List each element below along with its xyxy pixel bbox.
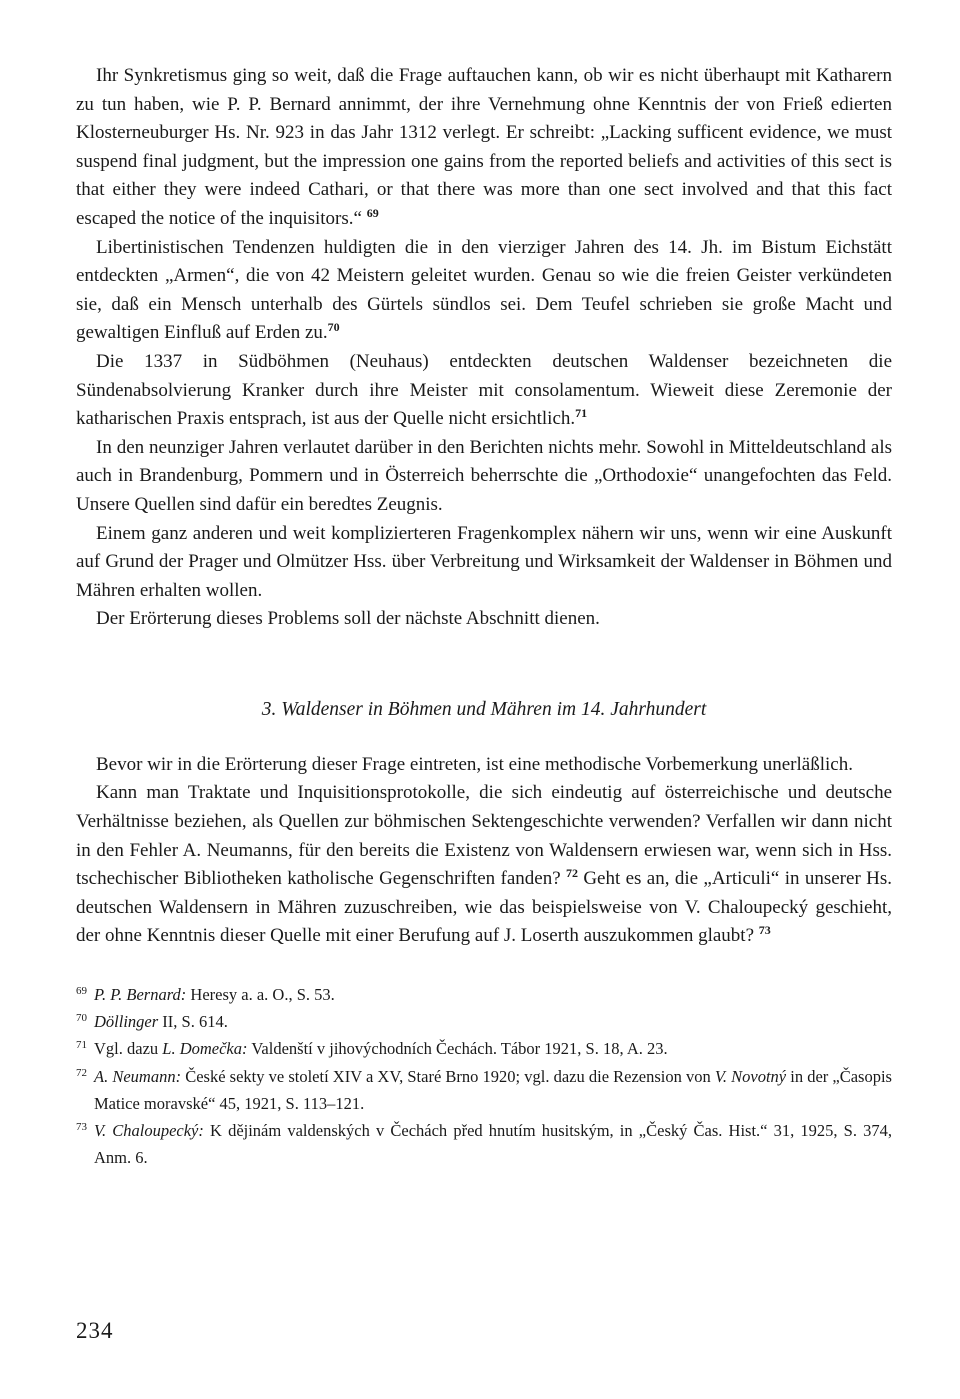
paragraph-4: In den neunziger Jahren verlautet darüber in den Berichten nichts mehr. Sowohl in Mitteldeutschland als auch in Brandenburg, Pommern und in Österreich beherrschte die „Orthodoxie“ unangefochten das Feld. Unsere Quellen sind dafür ein beredtes Zeugnis.	[76, 436, 892, 515]
bottom-section	[76, 751, 892, 951]
footnote-author: L. Domečka:	[162, 1039, 248, 1059]
paragraph-3: Die 1337 in Südböhmen (Neuhaus) entdeckten deutschen Waldenser bezeichneten die Sündenabsolvierung Kranker durch ihre Meister mit consolamentum. Wieweit diese Zeremonie der katharischen Praxis entsprach, ist aus der Quelle nicht ersichtlich.$^{71}$	[76, 350, 892, 430]
footnote-ref-73[interactable]: 73	[758, 923, 771, 938]
footnote-author: V. Chaloupecký:	[94, 1121, 204, 1141]
top-section	[76, 62, 892, 634]
paragraph-5: Einem ganz anderen und weit komplizierteren Fragenkomplex nähern wir uns, wenn wir eine Auskunft auf Grund der Prager und Olmützer Hss. über Verbreitung und Wirksamkeit der Waldenser in Böhmen und Mähren erhalten wollen.	[76, 522, 892, 601]
paragraph-1: Ihr Synkretismus ging so weit, daß die Frage auftauchen kann, ob wir es nicht überhaupt mit Katharern zu tun haben, wie P. P. Bernard annimmt, der ihre Vernehmung ohne Kenntnis der von Frieß edierten Klosterneuburger Hs. Nr. 923 in das Jahr 1312 verlegt. Er schreibt: „Lacking sufficent evidence, we must suspend final judgment, but the impression one gains from the reported beliefs and activities of this sect is that either they were indeed Cathari, or that there was more than one sect involved and that this fact escaped the notice of the inquisitors.“ $^{69}$	[76, 65, 892, 229]
paragraph-8: Kann man Traktate und Inquisitionsprotokolle, die sich eindeutig auf österreichische und deutsche Verhältnisse beziehen, als Quellen zur böhmischen Sektengeschichte verwenden? Verfallen wir dann nicht in den Fehler A. Neumanns, für den bereits die Existenz von Waldensern erwiesen war, wenn sich in Hss. tschechischer Bibliotheken katholische Gegenschriften fanden? $^{72}$ Geht es an, die „Articuli“ in unserer Hs. deutschen Waldensern in Mähren zuzuschreiben, wie das beispielsweise von V. Chaloupecký geschieht, der ohne Kenntnis dieser Quelle mit einer Berufung auf J. Loserth auszukommen glaubt? $^{73}$	[76, 782, 892, 947]
footnote-ref-69[interactable]: 69	[366, 205, 379, 220]
section-heading: 3. Waldenser in Böhmen und Mähren im 14. Jahrhundert	[261, 698, 707, 720]
paragraph-6: Der Erörterung dieses Problems soll der nächste Abschnitt dienen.	[96, 608, 600, 630]
footnote-author-2: V. Novotný	[714, 1066, 787, 1086]
footnote-ref-71[interactable]: 71	[575, 406, 588, 421]
page-content	[76, 62, 892, 1171]
footnote-author: Döllinger	[94, 1012, 159, 1032]
footnote-author: P. P. Bernard:	[94, 985, 187, 1005]
paragraph-7: Bevor wir in die Erörterung dieser Frage eintreten, ist eine methodische Vorbemerkung unerläßlich.	[96, 753, 853, 775]
footnote-71: 71 Vgl. dazu L. Domečka: Valdenští v jihovýchodních Čechách. Tábor 1921, S. 18, A. 23.	[76, 1039, 668, 1059]
paragraph-2: Libertinistischen Tendenzen huldigten die in den vierziger Jahren des 14. Jh. im Bistum Eichstätt entdeckten „Armen“, die von 42 Meistern geleitet wurden. Genau so wie die freien Geister verkündeten sie, daß ein Mensch unterhalb des Gürtels sündlos sei. Dem Teufel schrieben sie große Macht und gewaltigen Einfluß auf Erden zu.$^{70}$	[76, 236, 892, 344]
page-number: 234	[76, 1318, 114, 1343]
footnote-ref-70[interactable]: 70	[327, 320, 340, 335]
footnote-72: 72 A. Neumann: České sekty ve století XIV a XV, Staré Brno 1920; vgl. dazu die Rezension von V. Novotný in der „Časopis Matice moravské“ 45, 1921, S. 113–121.	[76, 1066, 892, 1113]
footnotes	[76, 981, 892, 1171]
footnote-author: A. Neumann:	[94, 1066, 182, 1086]
footnote-70: 70 Döllinger II, S. 614.	[76, 1012, 228, 1032]
footnote-ref-72[interactable]: 72	[565, 866, 578, 881]
footnote-73: 73 V. Chaloupecký: K dějinám valdenských v Čechách před hnutím husitským, in „Český Čas. Hist.“ 31, 1925, S. 374, Anm. 6.	[76, 1121, 892, 1168]
footnote-69: 69 P. P. Bernard: Heresy a. a. O., S. 53.	[76, 985, 335, 1005]
